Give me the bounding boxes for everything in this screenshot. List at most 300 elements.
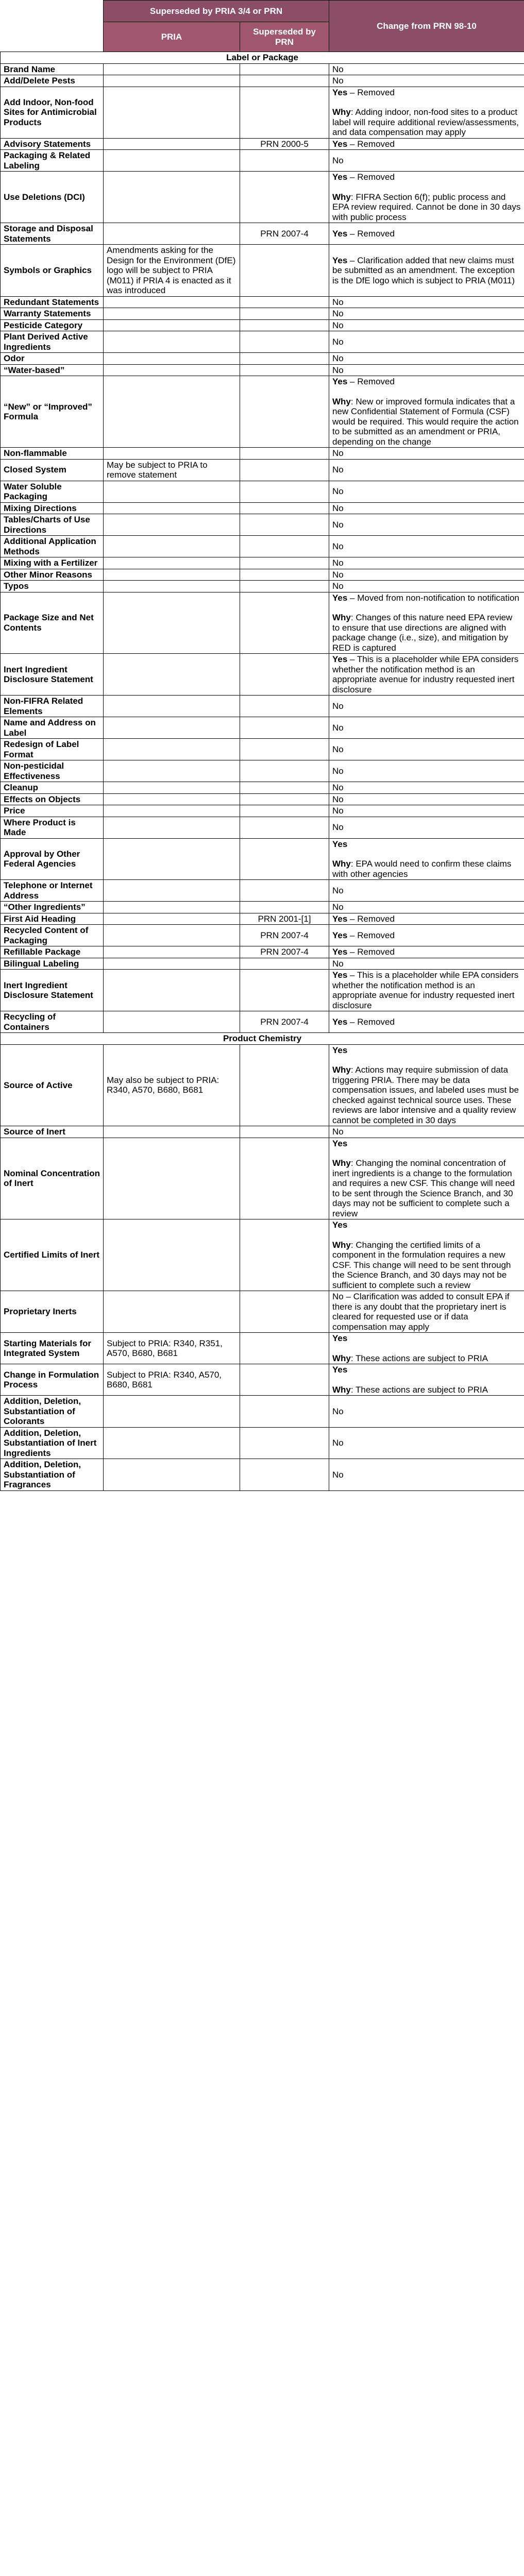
change-cell: Yes Why: These actions are subject to PRIA bbox=[329, 1333, 524, 1364]
change-cell bbox=[329, 760, 524, 782]
change-text: No bbox=[332, 365, 344, 375]
change-text: No bbox=[332, 581, 344, 591]
table-row bbox=[1, 459, 524, 481]
element-cell: Brand Name bbox=[1, 63, 104, 75]
table-row bbox=[1, 331, 524, 353]
element-cell: Mixing with a Fertilizer bbox=[1, 557, 104, 569]
pria-cell bbox=[104, 63, 240, 75]
element-cell: Addition, Deletion, Substantiation of Colorants bbox=[1, 1396, 104, 1428]
section-heading-row bbox=[1, 52, 524, 64]
change-text: No bbox=[332, 64, 344, 74]
change-text: No bbox=[332, 541, 344, 551]
prn-cell bbox=[240, 514, 329, 536]
change-text: No bbox=[332, 320, 344, 330]
prn-cell bbox=[240, 308, 329, 320]
change-text: No bbox=[332, 701, 344, 711]
pria-cell bbox=[104, 970, 240, 1011]
pria-cell bbox=[104, 150, 240, 172]
element-cell: Add/Delete Pests bbox=[1, 75, 104, 87]
change-cell bbox=[329, 970, 524, 1011]
change-yes-label: Yes bbox=[332, 1220, 348, 1230]
prn-cell bbox=[240, 353, 329, 365]
table-row bbox=[1, 376, 524, 448]
change-text: No bbox=[332, 766, 344, 776]
change-yes-label: Yes bbox=[332, 970, 348, 980]
prn-cell bbox=[240, 1427, 329, 1459]
change-text: – This is a placeholder while EPA considers whether the notification method is an appropriate avenue for industry requested inert disclosure bbox=[332, 970, 519, 1010]
change-cell: Yes Why: These actions are subject to PRIA bbox=[329, 1364, 524, 1396]
table-row bbox=[1, 880, 524, 902]
change-text: – Removed bbox=[347, 172, 395, 182]
change-cell: Yes – Removed Why: New or improved formula indicates that a new Confidential Statement of Formula (CSF) would be required. This would require the action to be submitted as an amendment or PRIA, depending on the change bbox=[329, 376, 524, 448]
pria-cell bbox=[104, 319, 240, 331]
table-row bbox=[1, 805, 524, 817]
pria-cell bbox=[104, 880, 240, 902]
change-text: No bbox=[332, 1127, 344, 1137]
element-cell: Tables/Charts of Use Directions bbox=[1, 514, 104, 536]
pria-cell bbox=[104, 581, 240, 592]
change-text: No bbox=[332, 822, 344, 833]
pria-cell bbox=[104, 739, 240, 760]
change-text: No bbox=[332, 744, 344, 754]
change-cell: Yes Why: Changing the nominal concentration of inert ingredients is a change to the formulation and requires a new CSF. This change will need to be sent through the Science Branch, and 30 days may not be sufficient to complete such a review bbox=[329, 1138, 524, 1219]
element-cell: Redundant Statements bbox=[1, 296, 104, 308]
change-cell bbox=[329, 946, 524, 958]
element-cell: Redesign of Label Format bbox=[1, 739, 104, 760]
pria-cell bbox=[104, 331, 240, 353]
pria-cell: May be subject to PRIA to remove statement bbox=[104, 459, 240, 481]
change-cell bbox=[329, 364, 524, 376]
prn-cell bbox=[240, 87, 329, 138]
change-text: No bbox=[332, 794, 344, 804]
why-label: Why bbox=[332, 107, 351, 117]
change-yes-label: Yes bbox=[332, 947, 348, 957]
why-label: Why bbox=[332, 1158, 351, 1168]
element-cell: Advisory Statements bbox=[1, 138, 104, 150]
prn-cell: PRN 2000-5 bbox=[240, 138, 329, 150]
change-text: – Removed bbox=[347, 139, 395, 149]
prn-cell: PRN 2007-4 bbox=[240, 223, 329, 245]
pria-cell bbox=[104, 1011, 240, 1033]
change-cell: Yes Why: EPA would need to confirm these claims with other agencies bbox=[329, 838, 524, 880]
section-heading-row bbox=[1, 1033, 524, 1045]
pria-cell bbox=[104, 138, 240, 150]
element-cell: Packaging & Related Labeling bbox=[1, 150, 104, 172]
prn-cell bbox=[240, 502, 329, 514]
element-cell: Additional Application Methods bbox=[1, 536, 104, 557]
why-spacer bbox=[332, 182, 521, 192]
why-text: Changing the certified limits of a component in the formulation requires a new CSF. This change will need to be sent through the Science Branch, and 30 days may not be sufficient to complete such a review bbox=[332, 1240, 511, 1290]
why-spacer bbox=[332, 603, 521, 613]
change-cell bbox=[329, 502, 524, 514]
element-cell: Addition, Deletion, Substantiation of Inert Ingredients bbox=[1, 1427, 104, 1459]
change-cell bbox=[329, 245, 524, 297]
prn-cell bbox=[240, 760, 329, 782]
prn-cell bbox=[240, 793, 329, 805]
change-text: No bbox=[332, 1469, 344, 1480]
change-text: – Removed bbox=[347, 377, 395, 386]
prn-cell bbox=[240, 376, 329, 448]
pria-cell bbox=[104, 696, 240, 717]
prn-cell bbox=[240, 958, 329, 970]
element-cell: Package Size and Net Contents bbox=[1, 592, 104, 654]
change-cell bbox=[329, 925, 524, 946]
element-cell: Certified Limits of Inert bbox=[1, 1219, 104, 1291]
why-spacer bbox=[332, 1344, 521, 1353]
prn-cell bbox=[240, 902, 329, 913]
prn-cell bbox=[240, 481, 329, 502]
change-cell bbox=[329, 1126, 524, 1138]
prn-cell bbox=[240, 459, 329, 481]
change-cell bbox=[329, 296, 524, 308]
prn-cell: PRN 2007-4 bbox=[240, 925, 329, 946]
table-row bbox=[1, 970, 524, 1011]
element-cell: First Aid Heading bbox=[1, 913, 104, 925]
pria-cell bbox=[104, 913, 240, 925]
change-cell bbox=[329, 739, 524, 760]
why-spacer bbox=[332, 849, 521, 859]
table-row bbox=[1, 654, 524, 696]
change-cell bbox=[329, 459, 524, 481]
pria-cell bbox=[104, 75, 240, 87]
table-row bbox=[1, 557, 524, 569]
element-cell: Refillable Package bbox=[1, 946, 104, 958]
element-cell: “Other Ingredients” bbox=[1, 902, 104, 913]
why-label: Why bbox=[332, 1240, 351, 1250]
table-row bbox=[1, 1364, 524, 1396]
prn-cell bbox=[240, 782, 329, 794]
table-row bbox=[1, 581, 524, 592]
change-cell bbox=[329, 793, 524, 805]
table-row bbox=[1, 296, 524, 308]
pria-cell bbox=[104, 838, 240, 880]
change-text: No bbox=[332, 353, 344, 363]
pria-cell bbox=[104, 1291, 240, 1333]
pria-cell bbox=[104, 536, 240, 557]
why-text: These actions are subject to PRIA bbox=[356, 1384, 488, 1395]
change-yes-label: Yes bbox=[332, 1365, 348, 1375]
pria-cell bbox=[104, 223, 240, 245]
change-cell bbox=[329, 557, 524, 569]
pria-cell bbox=[104, 782, 240, 794]
table-row bbox=[1, 502, 524, 514]
change-yes-label: Yes bbox=[332, 172, 348, 182]
change-text: No bbox=[332, 448, 344, 458]
table-row bbox=[1, 1427, 524, 1459]
why-text: These actions are subject to PRIA bbox=[356, 1353, 488, 1363]
element-cell: Mixing Directions bbox=[1, 502, 104, 514]
change-cell: Yes – Moved from non-notification to notification Why: Changes of this nature need EPA review to ensure that use directions are aligned with package change (i.e., size), and mitigation by RED is captured bbox=[329, 592, 524, 654]
change-cell bbox=[329, 902, 524, 913]
element-cell: Addition, Deletion, Substantiation of Fragrances bbox=[1, 1459, 104, 1491]
prn-cell bbox=[240, 817, 329, 838]
pria-cell bbox=[104, 925, 240, 946]
table-row bbox=[1, 946, 524, 958]
change-cell bbox=[329, 514, 524, 536]
change-yes-label: Yes bbox=[332, 839, 348, 849]
element-cell: Warranty Statements bbox=[1, 308, 104, 320]
why-text: Changing the nominal concentration of inert ingredients is a change to the formulation and requires a new CSF. This change will need to be sent through the Science Branch, and 30 days may not be sufficient to complete such a review bbox=[332, 1158, 515, 1218]
change-text: – Moved from non-notification to notification bbox=[347, 592, 519, 603]
change-text: No bbox=[332, 503, 344, 513]
element-cell: Source of Active bbox=[1, 1044, 104, 1126]
section-heading: Product Chemistry bbox=[1, 1033, 524, 1045]
prn-cell: PRN 2007-4 bbox=[240, 946, 329, 958]
table-row bbox=[1, 1396, 524, 1428]
table-body bbox=[1, 52, 524, 1491]
element-cell: Water Soluble Packaging bbox=[1, 481, 104, 502]
prn-cell bbox=[240, 739, 329, 760]
change-yes-label: Yes bbox=[332, 87, 348, 97]
change-cell bbox=[329, 223, 524, 245]
table-row bbox=[1, 717, 524, 739]
change-cell bbox=[329, 805, 524, 817]
table-row bbox=[1, 696, 524, 717]
element-cell: Recycling of Containers bbox=[1, 1011, 104, 1033]
prn-cell bbox=[240, 592, 329, 654]
table-row bbox=[1, 958, 524, 970]
table-row bbox=[1, 481, 524, 502]
change-cell bbox=[329, 308, 524, 320]
element-cell: Plant Derived Active Ingredients bbox=[1, 331, 104, 353]
prn-cell bbox=[240, 296, 329, 308]
why-text: FIFRA Section 6(f); public process and EPA review required. Cannot be done in 30 days with public process bbox=[332, 192, 521, 222]
table-row bbox=[1, 793, 524, 805]
table-row bbox=[1, 569, 524, 581]
table-row bbox=[1, 245, 524, 297]
table-row bbox=[1, 75, 524, 87]
change-cell bbox=[329, 75, 524, 87]
why-text: Changes of this nature need EPA review to ensure that use directions are aligned with package change (i.e., size), and mitigation by RED is captured bbox=[332, 613, 513, 653]
element-cell: Telephone or Internet Address bbox=[1, 880, 104, 902]
change-yes-label: Yes bbox=[332, 1045, 348, 1055]
table-row bbox=[1, 592, 524, 654]
pria-cell bbox=[104, 654, 240, 696]
why-spacer bbox=[332, 97, 521, 107]
why-spacer bbox=[332, 1055, 521, 1065]
table-row bbox=[1, 1138, 524, 1219]
table-row bbox=[1, 817, 524, 838]
prn-cell bbox=[240, 331, 329, 353]
change-column-header: Change from PRN 98-10 bbox=[329, 1, 524, 52]
element-cell: Source of Inert bbox=[1, 1126, 104, 1138]
pria-cell bbox=[104, 1427, 240, 1459]
element-cell: Pesticide Category bbox=[1, 319, 104, 331]
prn-cell: PRN 2001-[1] bbox=[240, 913, 329, 925]
pria-cell bbox=[104, 1126, 240, 1138]
change-text: No bbox=[332, 885, 344, 895]
change-yes-label: Yes bbox=[332, 228, 348, 239]
change-text: – Removed bbox=[347, 913, 395, 924]
prn-cell bbox=[240, 838, 329, 880]
change-yes-label: Yes bbox=[332, 592, 348, 603]
pria-cell bbox=[104, 502, 240, 514]
element-cell: Inert Ingredient Disclosure Statement bbox=[1, 970, 104, 1011]
pria-cell bbox=[104, 308, 240, 320]
pria-cell bbox=[104, 946, 240, 958]
change-text: No bbox=[332, 465, 344, 475]
pria-cell bbox=[104, 557, 240, 569]
why-label: Why bbox=[332, 1384, 351, 1395]
prn-cell bbox=[240, 970, 329, 1011]
element-cell: Where Product is Made bbox=[1, 817, 104, 838]
pria-cell bbox=[104, 87, 240, 138]
element-cell: Recycled Content of Packaging bbox=[1, 925, 104, 946]
prn-cell bbox=[240, 569, 329, 581]
prn-cell bbox=[240, 581, 329, 592]
pria-cell bbox=[104, 958, 240, 970]
change-text: – Removed bbox=[347, 947, 395, 957]
pria-cell bbox=[104, 717, 240, 739]
change-yes-label: Yes bbox=[332, 654, 348, 664]
change-text: No bbox=[332, 486, 344, 497]
why-text: Actions may require submission of data triggering PRIA. There may be data compensation issues, and labeled uses must be checked against technical source uses. These reviews are labor intensive and a quality review cannot be completed in 30 days bbox=[332, 1065, 519, 1125]
header-blank-cell-2 bbox=[1, 22, 104, 52]
change-cell: Yes Why: Actions may require submission of data triggering PRIA. There may be data compensation issues, and labeled uses must be checked against technical source uses. These reviews are labor intensive and a quality review cannot be completed in 30 days bbox=[329, 1044, 524, 1126]
table-row bbox=[1, 1044, 524, 1126]
why-label: Why bbox=[332, 1353, 351, 1363]
element-cell: Price bbox=[1, 805, 104, 817]
change-cell bbox=[329, 717, 524, 739]
change-cell bbox=[329, 654, 524, 696]
change-yes-label: Yes bbox=[332, 139, 348, 149]
table-row bbox=[1, 364, 524, 376]
why-text: New or improved formula indicates that a new Confidential Statement of Formula (CSF) would be required. This would require the action to be submitted as an amendment or PRIA, depending on the change bbox=[332, 396, 519, 447]
change-text: No – Clarification was added to consult EPA if there is any doubt that the proprietary inert is cleared for requested use or if data compensation may apply bbox=[332, 1292, 510, 1332]
pria-cell bbox=[104, 172, 240, 223]
prn-cell bbox=[240, 319, 329, 331]
change-text: No bbox=[332, 309, 344, 318]
change-text: No bbox=[332, 958, 344, 969]
change-cell bbox=[329, 569, 524, 581]
pria-cell: May also be subject to PRIA: R340, A570, B680, B681 bbox=[104, 1044, 240, 1126]
prn-cell bbox=[240, 448, 329, 460]
pria-cell: Amendments asking for the Design for the Environment (DfE) logo will be subject to PRIA (M011) if PRIA 4 is enacted as it was introduced bbox=[104, 245, 240, 297]
element-cell: Closed System bbox=[1, 459, 104, 481]
prn-cell bbox=[240, 805, 329, 817]
pria-cell bbox=[104, 1138, 240, 1219]
change-text: – Clarification added that new claims must be submitted as an amendment. The exception is the DfE logo which is subject to PRIA (M011) bbox=[332, 255, 515, 285]
change-cell bbox=[329, 782, 524, 794]
change-yes-label: Yes bbox=[332, 1016, 348, 1027]
why-label: Why bbox=[332, 396, 351, 406]
prn-cell bbox=[240, 557, 329, 569]
table-row bbox=[1, 514, 524, 536]
prn-cell bbox=[240, 536, 329, 557]
table-row bbox=[1, 172, 524, 223]
change-text: – Removed bbox=[347, 930, 395, 940]
change-text: No bbox=[332, 519, 344, 530]
element-cell: Non-pesticidal Effectiveness bbox=[1, 760, 104, 782]
table-row bbox=[1, 308, 524, 320]
pria-cell bbox=[104, 364, 240, 376]
table-row bbox=[1, 138, 524, 150]
change-text: – Removed bbox=[347, 87, 395, 97]
change-text: No bbox=[332, 722, 344, 733]
element-cell: Bilingual Labeling bbox=[1, 958, 104, 970]
pria-cell bbox=[104, 569, 240, 581]
change-cell bbox=[329, 1459, 524, 1491]
table-row bbox=[1, 1219, 524, 1291]
table-row bbox=[1, 87, 524, 138]
element-cell: Inert Ingredient Disclosure Statement bbox=[1, 654, 104, 696]
table-row bbox=[1, 536, 524, 557]
change-text: No bbox=[332, 806, 344, 816]
prn-cell bbox=[240, 1291, 329, 1333]
change-text: No bbox=[332, 155, 344, 165]
element-cell: “New” or “Improved” Formula bbox=[1, 376, 104, 448]
prn-cell bbox=[240, 1219, 329, 1291]
prn-cell bbox=[240, 245, 329, 297]
pria-cell bbox=[104, 448, 240, 460]
change-cell bbox=[329, 353, 524, 365]
table-row bbox=[1, 150, 524, 172]
element-cell: Change in Formulation Process bbox=[1, 1364, 104, 1396]
change-text: – This is a placeholder while EPA considers whether the notification method is an appropriate avenue for industry requested inert disclosure bbox=[332, 654, 519, 694]
change-cell bbox=[329, 448, 524, 460]
change-cell bbox=[329, 331, 524, 353]
table-row bbox=[1, 782, 524, 794]
element-cell: Typos bbox=[1, 581, 104, 592]
why-label: Why bbox=[332, 613, 351, 622]
prn-cell bbox=[240, 880, 329, 902]
prn-cell bbox=[240, 172, 329, 223]
why-text: EPA would need to confirm these claims with other agencies bbox=[332, 859, 512, 879]
header-row-top bbox=[1, 1, 524, 22]
element-cell: Add Indoor, Non-food Sites for Antimicrobial Products bbox=[1, 87, 104, 138]
change-cell bbox=[329, 958, 524, 970]
change-yes-label: Yes bbox=[332, 1333, 348, 1343]
change-yes-label: Yes bbox=[332, 913, 348, 924]
section-heading: Label or Package bbox=[1, 52, 524, 64]
pria-column-header: PRIA bbox=[104, 22, 240, 52]
prn-cell bbox=[240, 654, 329, 696]
change-cell bbox=[329, 1427, 524, 1459]
change-cell: Yes – Removed Why: Adding indoor, non-food sites to a product label will require additional review/assessments, and data compensation may apply bbox=[329, 87, 524, 138]
table-row bbox=[1, 760, 524, 782]
change-text: No bbox=[332, 569, 344, 580]
prn-cell bbox=[240, 63, 329, 75]
table-row bbox=[1, 1333, 524, 1364]
header-blank-cell bbox=[1, 1, 104, 22]
table-row bbox=[1, 63, 524, 75]
change-text: No bbox=[332, 297, 344, 307]
change-cell bbox=[329, 481, 524, 502]
element-cell: Effects on Objects bbox=[1, 793, 104, 805]
change-cell: Yes Why: Changing the certified limits of a component in the formulation requires a new CSF. This change will need to be sent through the Science Branch, and 30 days may not be sufficient to complete such a review bbox=[329, 1219, 524, 1291]
element-cell: Cleanup bbox=[1, 782, 104, 794]
element-cell: Approval by Other Federal Agencies bbox=[1, 838, 104, 880]
change-cell bbox=[329, 319, 524, 331]
why-spacer bbox=[332, 1375, 521, 1385]
change-yes-label: Yes bbox=[332, 1138, 348, 1148]
element-cell: Use Deletions (DCI) bbox=[1, 172, 104, 223]
prn-cell bbox=[240, 1364, 329, 1396]
why-text: Adding indoor, non-food sites to a product label will require additional review/assessments, and data compensation may apply bbox=[332, 107, 519, 137]
prn-cell bbox=[240, 364, 329, 376]
pria-cell bbox=[104, 592, 240, 654]
prn-cell bbox=[240, 75, 329, 87]
pria-cell bbox=[104, 1396, 240, 1428]
prn-cell bbox=[240, 696, 329, 717]
prn-column-header: Superseded by PRN bbox=[240, 22, 329, 52]
prn-cell bbox=[240, 1396, 329, 1428]
element-cell: Non-FIFRA Related Elements bbox=[1, 696, 104, 717]
change-text: No bbox=[332, 76, 344, 86]
prn-cell bbox=[240, 717, 329, 739]
element-cell: Nominal Concentration of Inert bbox=[1, 1138, 104, 1219]
change-text: No bbox=[332, 902, 344, 912]
